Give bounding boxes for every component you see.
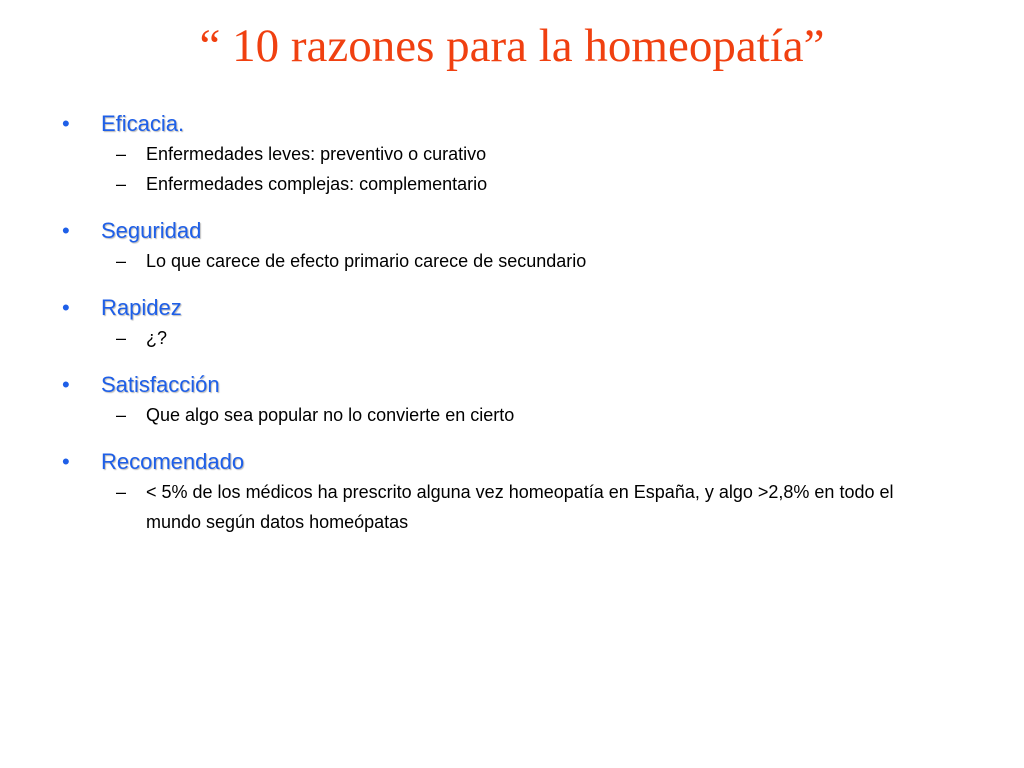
sub-list [62,139,962,199]
bullet-item [62,108,962,139]
bullet-item [62,446,962,477]
dash-marker: – [116,405,127,425]
sub-list [62,477,962,537]
bullet-marker: • [62,449,70,474]
bullet-section-seguridad [62,215,962,276]
slide-title: “ 10 razones para la homeopatía” [199,20,825,72]
sub-item-text: Que algo sea popular no lo convierte en cierto [146,405,515,425]
sub-item-text: ¿? [146,328,168,348]
sub-list [62,246,962,276]
dash-marker: – [116,482,127,502]
sub-item [62,139,962,169]
bullet-section-satisfaccion [62,369,962,430]
bullet-section-rapidez [62,292,962,353]
sub-item-text: Enfermedades leves: preventivo o curativo [146,144,487,164]
sub-list [62,400,962,430]
sub-item-text: Enfermedades complejas: complementario [146,174,488,194]
sub-item-text: < 5% de los médicos ha prescrito alguna vez homeopatía en España, y algo >2,8% en todo el mundo según datos homeópatas [146,482,894,532]
bullet-list [62,108,962,537]
bullet-heading: Satisfacción [101,372,220,397]
bullet-marker: • [62,111,70,136]
bullet-section-recomendado [62,446,962,537]
bullet-heading: Seguridad [101,218,202,243]
sub-list [62,323,962,353]
bullet-heading: Recomendado [101,449,245,474]
dash-marker: – [116,251,127,271]
bullet-item [62,369,962,400]
bullet-marker: • [62,372,70,397]
sub-item [62,246,962,276]
sub-item [62,323,962,353]
bullet-marker: • [62,218,70,243]
dash-marker: – [116,328,127,348]
bullet-heading: Eficacia. [101,111,185,136]
sub-item [62,477,962,537]
sub-item [62,169,962,199]
bullet-heading: Rapidez [101,295,182,320]
sub-item [62,400,962,430]
sub-item-text: Lo que carece de efecto primario carece de secundario [146,251,587,271]
bullet-item [62,292,962,323]
dash-marker: – [116,144,127,164]
dash-marker: – [116,174,127,194]
bullet-item [62,215,962,246]
bullet-marker: • [62,295,70,320]
bullet-section-eficacia [62,108,962,199]
